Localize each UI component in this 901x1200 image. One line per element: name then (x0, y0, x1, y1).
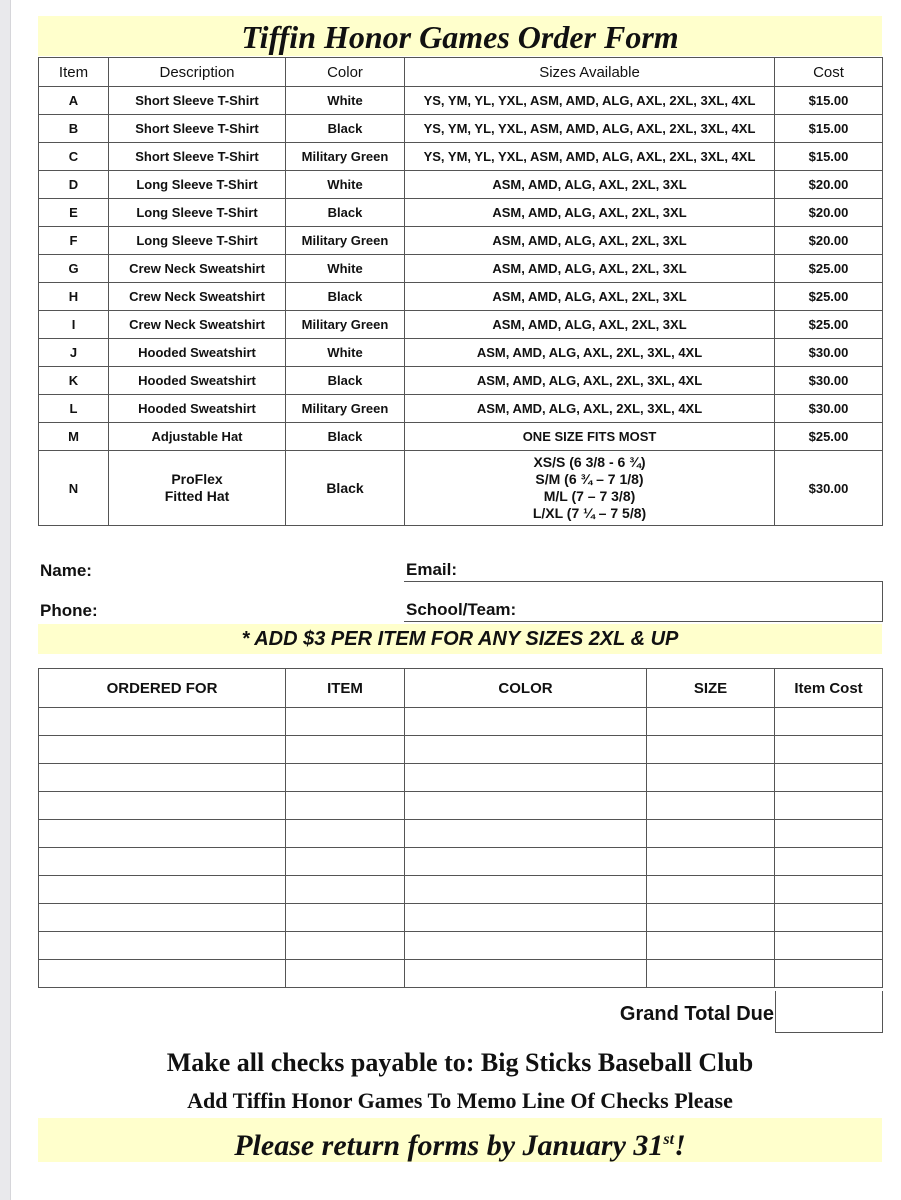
order-ordered-for-cell[interactable] (39, 848, 286, 876)
catalog-item-color: Black (286, 451, 405, 526)
catalog-row (39, 339, 883, 367)
catalog-item-letter: J (39, 339, 109, 367)
order-ordered-for-cell[interactable] (39, 736, 286, 764)
order-row (39, 792, 883, 820)
order-row (39, 876, 883, 904)
catalog-item-cost: $25.00 (775, 311, 883, 339)
catalog-item-description: Long Sleeve T-Shirt (109, 227, 286, 255)
order-ordered-for-cell[interactable] (39, 932, 286, 960)
order-table (38, 668, 883, 988)
order-item-cost-cell[interactable] (775, 960, 883, 988)
description-line: ProFlex (171, 471, 223, 487)
catalog-item-letter: C (39, 143, 109, 171)
catalog-item-letter: I (39, 311, 109, 339)
order-header-row (39, 669, 883, 708)
catalog-row (39, 171, 883, 199)
catalog-item-sizes: ASM, AMD, ALG, AXL, 2XL, 3XL (405, 199, 775, 227)
catalog-header-cost: Cost (775, 58, 883, 87)
catalog-item-description: Crew Neck Sweatshirt (109, 283, 286, 311)
order-item-cost-cell[interactable] (775, 764, 883, 792)
size-surcharge-note: * ADD $3 PER ITEM FOR ANY SIZES 2XL & UP (241, 628, 679, 650)
size-line: XS/S (6 3/8 - 6 ¾) (533, 454, 646, 470)
catalog-row (39, 311, 883, 339)
catalog-item-color: Black (286, 367, 405, 395)
order-row (39, 764, 883, 792)
catalog-item-sizes: ASM, AMD, ALG, AXL, 2XL, 3XL (405, 283, 775, 311)
order-size-cell[interactable] (647, 848, 775, 876)
catalog-table (38, 57, 883, 526)
catalog-item-description: Crew Neck Sweatshirt (109, 255, 286, 283)
grand-total-label: Grand Total Due (619, 1003, 774, 1025)
catalog-item-color: Military Green (286, 311, 405, 339)
catalog-row (39, 115, 883, 143)
order-size-cell[interactable] (647, 764, 775, 792)
catalog-item-sizes: YS, YM, YL, YXL, ASM, AMD, ALG, AXL, 2XL, 3XL, 4XL (405, 87, 775, 115)
catalog-header-sizes: Sizes Available (405, 58, 775, 87)
catalog-item-sizes: ASM, AMD, ALG, AXL, 2XL, 3XL, 4XL (405, 395, 775, 423)
catalog-item-description: Hooded Sweatshirt (109, 339, 286, 367)
catalog-row (39, 199, 883, 227)
catalog-row (39, 283, 883, 311)
catalog-item-description: Long Sleeve T-Shirt (109, 171, 286, 199)
order-size-cell[interactable] (647, 904, 775, 932)
order-color-cell[interactable] (405, 904, 647, 932)
order-color-cell[interactable] (405, 848, 647, 876)
return-deadline (38, 1118, 882, 1162)
size-line: M/L (7 – 7 3/8) (543, 488, 636, 504)
checks-payable-text: Make all checks payable to: Big Sticks Baseball Club (166, 1048, 754, 1077)
catalog-header-item: Item (39, 58, 109, 87)
catalog-row-fitted-hat (39, 451, 883, 526)
catalog-item-color: White (286, 171, 405, 199)
order-size-cell[interactable] (647, 820, 775, 848)
order-header-size: SIZE (647, 669, 775, 708)
catalog-item-color: Military Green (286, 227, 405, 255)
catalog-item-sizes: ASM, AMD, ALG, AXL, 2XL, 3XL, 4XL (405, 367, 775, 395)
catalog-row (39, 87, 883, 115)
form-title: Tiffin Honor Games Order Form (241, 19, 679, 55)
catalog-item-sizes: ASM, AMD, ALG, AXL, 2XL, 3XL (405, 227, 775, 255)
catalog-item-description (109, 451, 286, 526)
description-line: Fitted Hat (164, 488, 230, 504)
order-color-cell[interactable] (405, 960, 647, 988)
catalog-item-letter: D (39, 171, 109, 199)
order-color-cell[interactable] (405, 932, 647, 960)
school-team-field[interactable]: School/Team: (404, 582, 882, 622)
order-size-cell[interactable] (647, 876, 775, 904)
order-ordered-for-cell[interactable] (39, 876, 286, 904)
order-item-cell[interactable] (286, 792, 405, 820)
catalog-item-color: Black (286, 199, 405, 227)
order-item-cell[interactable] (286, 820, 405, 848)
order-row (39, 932, 883, 960)
catalog-header-description: Description (109, 58, 286, 87)
order-ordered-for-cell[interactable] (39, 820, 286, 848)
contact-table (38, 542, 883, 622)
order-row (39, 736, 883, 764)
catalog-item-cost: $20.00 (775, 171, 883, 199)
catalog-row (39, 255, 883, 283)
catalog-row (39, 143, 883, 171)
catalog-item-color: Military Green (286, 143, 405, 171)
catalog-header-color: Color (286, 58, 405, 87)
catalog-item-sizes: YS, YM, YL, YXL, ASM, AMD, ALG, AXL, 2XL, 3XL, 4XL (405, 143, 775, 171)
catalog-row (39, 227, 883, 255)
catalog-row (39, 423, 883, 451)
order-ordered-for-cell[interactable] (39, 904, 286, 932)
catalog-row (39, 395, 883, 423)
order-header-ordered-for: ORDERED FOR (39, 669, 286, 708)
order-item-cell[interactable] (286, 708, 405, 736)
catalog-item-sizes (405, 451, 775, 526)
order-color-cell[interactable] (405, 708, 647, 736)
order-header-item-cost: Item Cost (775, 669, 883, 708)
order-item-cell[interactable] (286, 932, 405, 960)
catalog-item-color: White (286, 339, 405, 367)
catalog-item-sizes: ONE SIZE FITS MOST (405, 423, 775, 451)
catalog-item-description: Short Sleeve T-Shirt (109, 87, 286, 115)
catalog-item-cost: $30.00 (775, 451, 883, 526)
order-size-cell[interactable] (647, 708, 775, 736)
return-text: Please return forms by January 31 (234, 1129, 664, 1162)
order-color-cell[interactable] (405, 792, 647, 820)
catalog-item-cost: $25.00 (775, 423, 883, 451)
catalog-item-color: Military Green (286, 395, 405, 423)
order-item-cost-cell[interactable] (775, 736, 883, 764)
order-row (39, 960, 883, 988)
catalog-item-description: Short Sleeve T-Shirt (109, 115, 286, 143)
catalog-item-sizes: ASM, AMD, ALG, AXL, 2XL, 3XL (405, 311, 775, 339)
catalog-item-color: White (286, 255, 405, 283)
catalog-item-cost: $30.00 (775, 395, 883, 423)
order-ordered-for-cell[interactable] (39, 960, 286, 988)
catalog-item-cost: $25.00 (775, 255, 883, 283)
order-size-cell[interactable] (647, 932, 775, 960)
order-item-cost-cell[interactable] (775, 848, 883, 876)
catalog-item-description: Hooded Sweatshirt (109, 395, 286, 423)
catalog-item-description: Long Sleeve T-Shirt (109, 199, 286, 227)
catalog-item-description: Crew Neck Sweatshirt (109, 311, 286, 339)
size-line: S/M (6 ¾ – 7 1/8) (535, 471, 644, 487)
catalog-item-letter: L (39, 395, 109, 423)
catalog-item-letter: G (39, 255, 109, 283)
catalog-item-color: Black (286, 283, 405, 311)
order-item-cost-cell[interactable] (775, 792, 883, 820)
catalog-item-cost: $30.00 (775, 367, 883, 395)
order-color-cell[interactable] (405, 820, 647, 848)
catalog-item-sizes: ASM, AMD, ALG, AXL, 2XL, 3XL, 4XL (405, 339, 775, 367)
order-color-cell[interactable] (405, 736, 647, 764)
return-end: ! (674, 1129, 686, 1162)
catalog-item-letter: A (39, 87, 109, 115)
order-item-cell[interactable] (286, 848, 405, 876)
order-ordered-for-cell[interactable] (39, 708, 286, 736)
order-header-item: ITEM (286, 669, 405, 708)
order-color-cell[interactable] (405, 764, 647, 792)
catalog-item-sizes: YS, YM, YL, YXL, ASM, AMD, ALG, AXL, 2XL, 3XL, 4XL (405, 115, 775, 143)
catalog-item-cost: $20.00 (775, 199, 883, 227)
catalog-item-sizes: ASM, AMD, ALG, AXL, 2XL, 3XL (405, 171, 775, 199)
catalog-item-cost: $30.00 (775, 339, 883, 367)
order-item-cell[interactable] (286, 960, 405, 988)
email-field[interactable]: Email: (404, 542, 882, 582)
catalog-item-description: Hooded Sweatshirt (109, 367, 286, 395)
catalog-header-row (39, 58, 883, 87)
order-ordered-for-cell[interactable] (39, 792, 286, 820)
catalog-item-description: Adjustable Hat (109, 423, 286, 451)
catalog-item-letter: H (39, 283, 109, 311)
page-left-edge (0, 0, 11, 1200)
order-row (39, 848, 883, 876)
catalog-item-cost: $20.00 (775, 227, 883, 255)
catalog-item-letter: E (39, 199, 109, 227)
order-row (39, 820, 883, 848)
catalog-item-cost: $15.00 (775, 87, 883, 115)
order-item-cost-cell[interactable] (775, 708, 883, 736)
catalog-item-sizes: ASM, AMD, ALG, AXL, 2XL, 3XL (405, 255, 775, 283)
order-size-cell[interactable] (647, 792, 775, 820)
catalog-item-cost: $15.00 (775, 115, 883, 143)
order-item-cost-cell[interactable] (775, 820, 883, 848)
catalog-item-cost: $25.00 (775, 283, 883, 311)
catalog-item-letter: K (39, 367, 109, 395)
order-size-cell[interactable] (647, 960, 775, 988)
name-field[interactable]: Name: (40, 560, 92, 580)
order-item-cost-cell[interactable] (775, 876, 883, 904)
catalog-item-color: Black (286, 115, 405, 143)
catalog-item-letter: M (39, 423, 109, 451)
order-ordered-for-cell[interactable] (39, 764, 286, 792)
catalog-item-color: White (286, 87, 405, 115)
catalog-row (39, 367, 883, 395)
catalog-item-cost: $15.00 (775, 143, 883, 171)
memo-line-text: Add Tiffin Honor Games To Memo Line Of Checks Please (187, 1088, 733, 1113)
return-suffix: st (663, 1131, 675, 1148)
catalog-item-description: Short Sleeve T-Shirt (109, 143, 286, 171)
order-item-cell[interactable] (286, 904, 405, 932)
order-item-cell[interactable] (286, 876, 405, 904)
order-item-cost-cell[interactable] (775, 932, 883, 960)
order-color-cell[interactable] (405, 876, 647, 904)
catalog-item-letter: N (39, 451, 109, 526)
order-size-cell[interactable] (647, 736, 775, 764)
catalog-item-letter: B (39, 115, 109, 143)
order-item-cell[interactable] (286, 736, 405, 764)
phone-field[interactable]: Phone: (40, 600, 98, 620)
grand-total-field[interactable] (775, 991, 883, 1033)
order-header-color: COLOR (405, 669, 647, 708)
catalog-item-color: Black (286, 423, 405, 451)
order-row (39, 904, 883, 932)
catalog-item-letter: F (39, 227, 109, 255)
order-row (39, 708, 883, 736)
order-item-cell[interactable] (286, 764, 405, 792)
size-line: L/XL (7 ¼ – 7 5/8) (532, 505, 647, 521)
order-item-cost-cell[interactable] (775, 904, 883, 932)
